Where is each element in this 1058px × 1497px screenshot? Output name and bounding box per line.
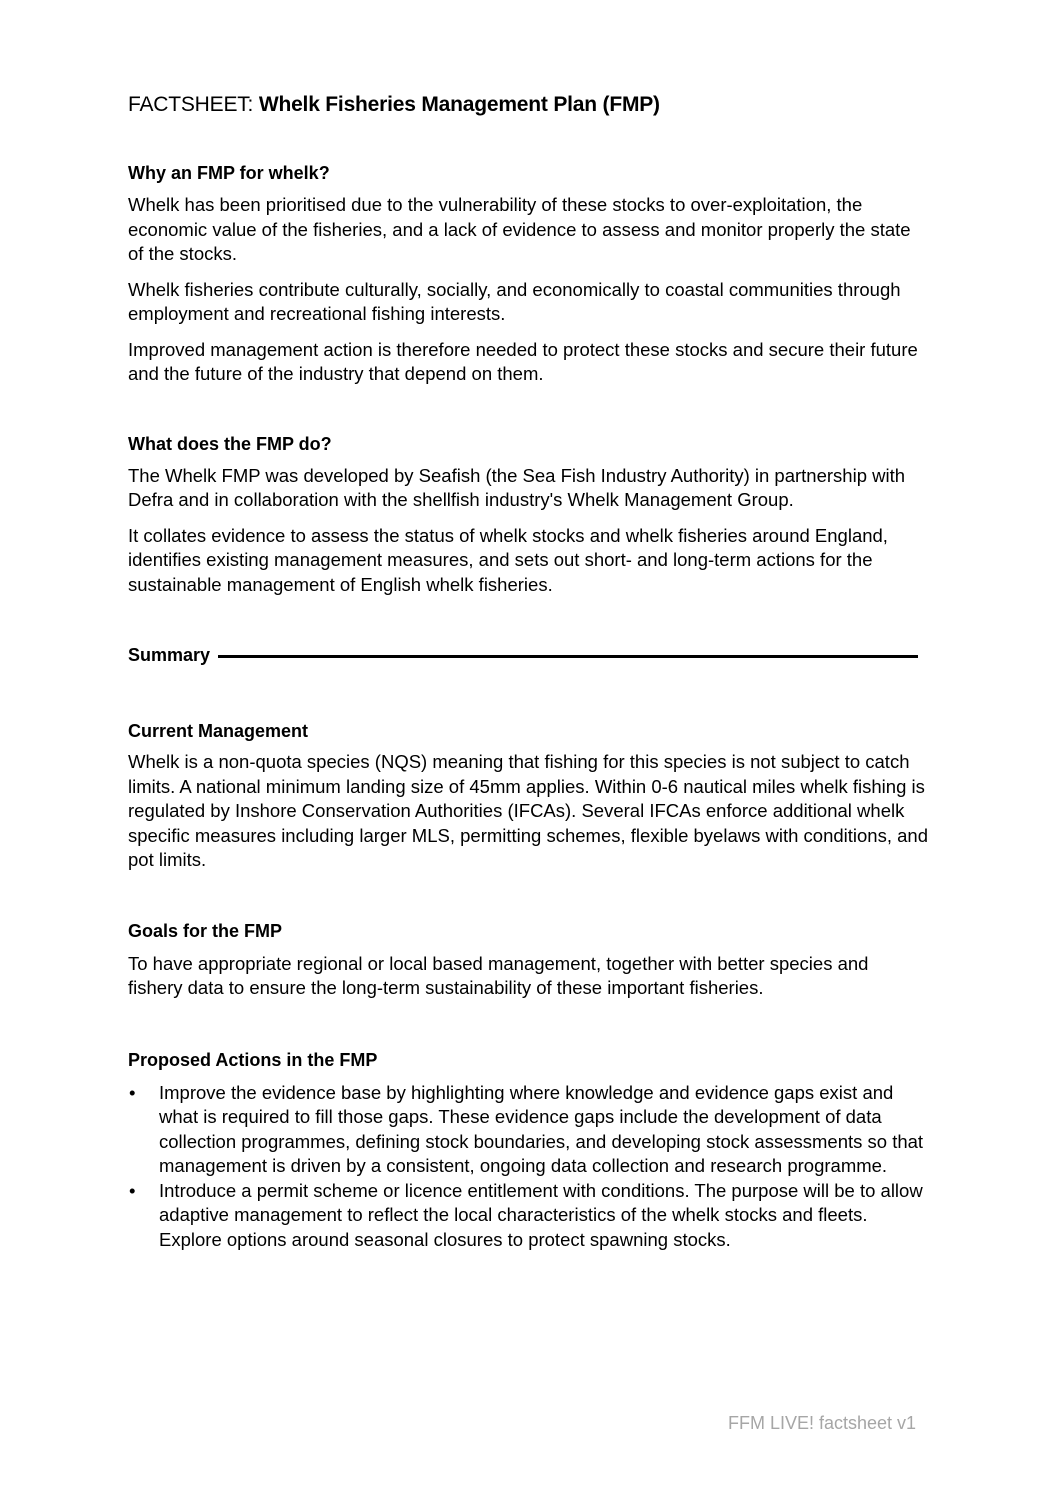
paragraph: It collates evidence to assess the status of whelk stocks and whelk fisheries around England, identifies existing management measures, and sets out short- and long-term actions for the sustainable management of English whelk fisheries. — [128, 524, 888, 595]
list-item — [128, 1179, 928, 1253]
bullet-icon: • — [129, 1081, 136, 1103]
horizontal-rule — [218, 655, 918, 658]
paragraph: Improved management action is therefore needed to protect these stocks and secure their future and the future of the industry that depend on them. — [128, 338, 918, 384]
bullet-icon: • — [129, 1179, 136, 1201]
paragraph: Whelk is a non-quota species (NQS) meaning that fishing for this species is not subject to catch limits. A national minimum landing size of 45mm applies. Within 0-6 nautical miles whelk fishing is regulated by Inshore Conservation Authorities (IFCAs). Several IFCAs enforce additional whelk specific measures including larger MLS, permitting schemes, flexible byelaws with conditions, and pot limits. — [128, 751, 928, 870]
factsheet-content — [128, 92, 928, 1252]
section-heading: Goals for the FMP — [128, 920, 283, 941]
section-why-fmp — [128, 161, 928, 387]
page-title-prefix: FACTSHEET: — [128, 93, 259, 116]
section-heading: Current Management — [128, 721, 309, 741]
section-goals — [128, 919, 928, 1001]
section-what-fmp-does — [128, 432, 928, 598]
section-heading: Proposed Actions in the FMP — [128, 1049, 378, 1070]
footer-version-label: FFM LIVE! factsheet v1 — [728, 1413, 917, 1433]
summary-heading: Summary — [128, 645, 211, 665]
section-heading: What does the FMP do? — [128, 433, 332, 454]
paragraph: To have appropriate regional or local based management, together with better species and fishery data to ensure the long-term sustainability of these important fisheries. — [128, 952, 869, 998]
paragraph: Whelk fisheries contribute culturally, socially, and economically to coastal communities through employment and recreational fishing interests. — [128, 278, 901, 324]
page-title — [128, 92, 928, 118]
list-item-text: Introduce a permit scheme or licence entitlement with conditions. The purpose will be to allow adaptive management to reflect the local characteristics of the whelk stocks and fleets. Explore options around seasonal closures to protect spawning stocks. — [159, 1179, 923, 1250]
section-current-management — [128, 719, 928, 873]
paragraph: Whelk has been prioritised due to the vulnerability of these stocks to over-exploitation, the economic value of the fisheries, and a lack of evidence to assess and monitor properly the state of the stocks. — [128, 194, 911, 264]
summary-divider — [128, 643, 928, 667]
actions-list — [128, 1081, 928, 1253]
section-heading: Why an FMP for whelk? — [128, 163, 330, 183]
page-title-main: Whelk Fisheries Management Plan (FMP) — [258, 93, 660, 116]
section-proposed-actions — [128, 1048, 928, 1253]
list-item — [128, 1081, 928, 1179]
paragraph: The Whelk FMP was developed by Seafish (the Sea Fish Industry Authority) in partnership with Defra and in collaboration with the shellfish industry's Whelk Management Group. — [128, 464, 906, 510]
list-item-text: Improve the evidence base by highlighting where knowledge and evidence gaps exist and what is required to fill those gaps. These evidence gaps include the development of data collection programmes, defining stock boundaries, and developing stock assessments so that management is driven by a consistent, ongoing data collection and research programme. — [159, 1081, 924, 1176]
